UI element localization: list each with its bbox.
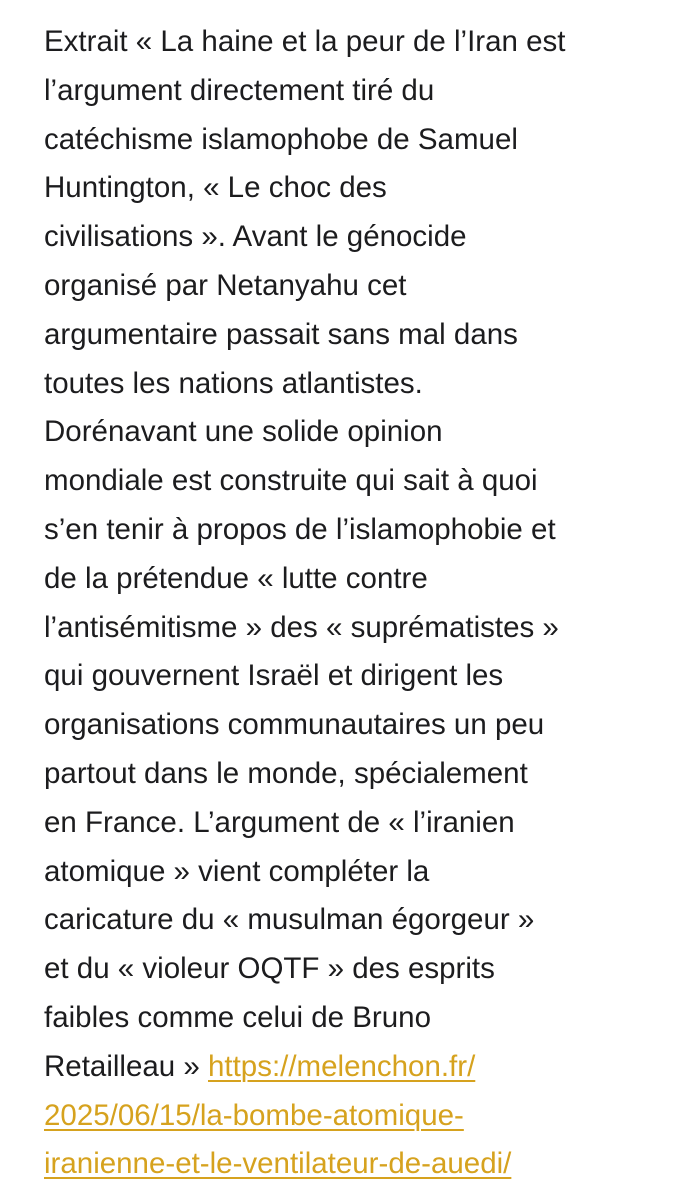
note-body	[44, 18, 664, 1189]
text-line: partout dans le monde, spécialement	[44, 756, 528, 790]
link-line	[44, 1092, 664, 1141]
text-line: mondiale est construite qui sait à quoi	[44, 464, 538, 498]
text-line: organisé par Netanyahu cet	[44, 268, 407, 302]
text-line: et du « violeur OQTF » des esprits	[44, 952, 495, 986]
text-line: l’antisémitisme » des « suprématistes »	[44, 610, 559, 644]
text-line: Extrait « La haine et la peur de l’Iran est	[44, 25, 566, 58]
text-line-with-link	[44, 1043, 664, 1092]
text-line: civilisations ». Avant le génocide	[44, 220, 467, 254]
link-line	[44, 1140, 664, 1189]
text-line: toutes les nations atlantistes.	[44, 366, 423, 400]
text-line: Dorénavant une solide opinion	[44, 415, 443, 449]
article-link-part-1[interactable]: https://melenchon.fr/	[208, 1049, 476, 1083]
text-line: s’en tenir à propos de l’islamophobie et	[44, 512, 556, 546]
text-line: qui gouvernent Israël et dirigent les	[44, 659, 504, 693]
text-line: atomique » vient compléter la	[44, 854, 430, 888]
text-line: catéchisme islamophobe de Samuel	[44, 122, 518, 156]
text-line: argumentaire passait sans mal dans	[44, 317, 518, 351]
text-line: l’argument directement tiré du	[44, 73, 435, 107]
article-link-part-3[interactable]: iranienne-et-le-ventilateur-de-auedi/	[44, 1147, 512, 1181]
text-line: en France. L’argument de « l’iranien	[44, 805, 515, 839]
text-line: faibles comme celui de Bruno	[44, 1000, 431, 1034]
text-line: Huntington, « Le choc des	[44, 171, 387, 205]
text-line: Retailleau »	[44, 1049, 208, 1083]
article-link-part-2[interactable]: 2025/06/15/la-bombe-atomique-	[44, 1098, 464, 1132]
text-line: organisations communautaires un peu	[44, 708, 545, 742]
text-line: caricature du « musulman égorgeur »	[44, 903, 535, 937]
text-line: de la prétendue « lutte contre	[44, 561, 428, 595]
